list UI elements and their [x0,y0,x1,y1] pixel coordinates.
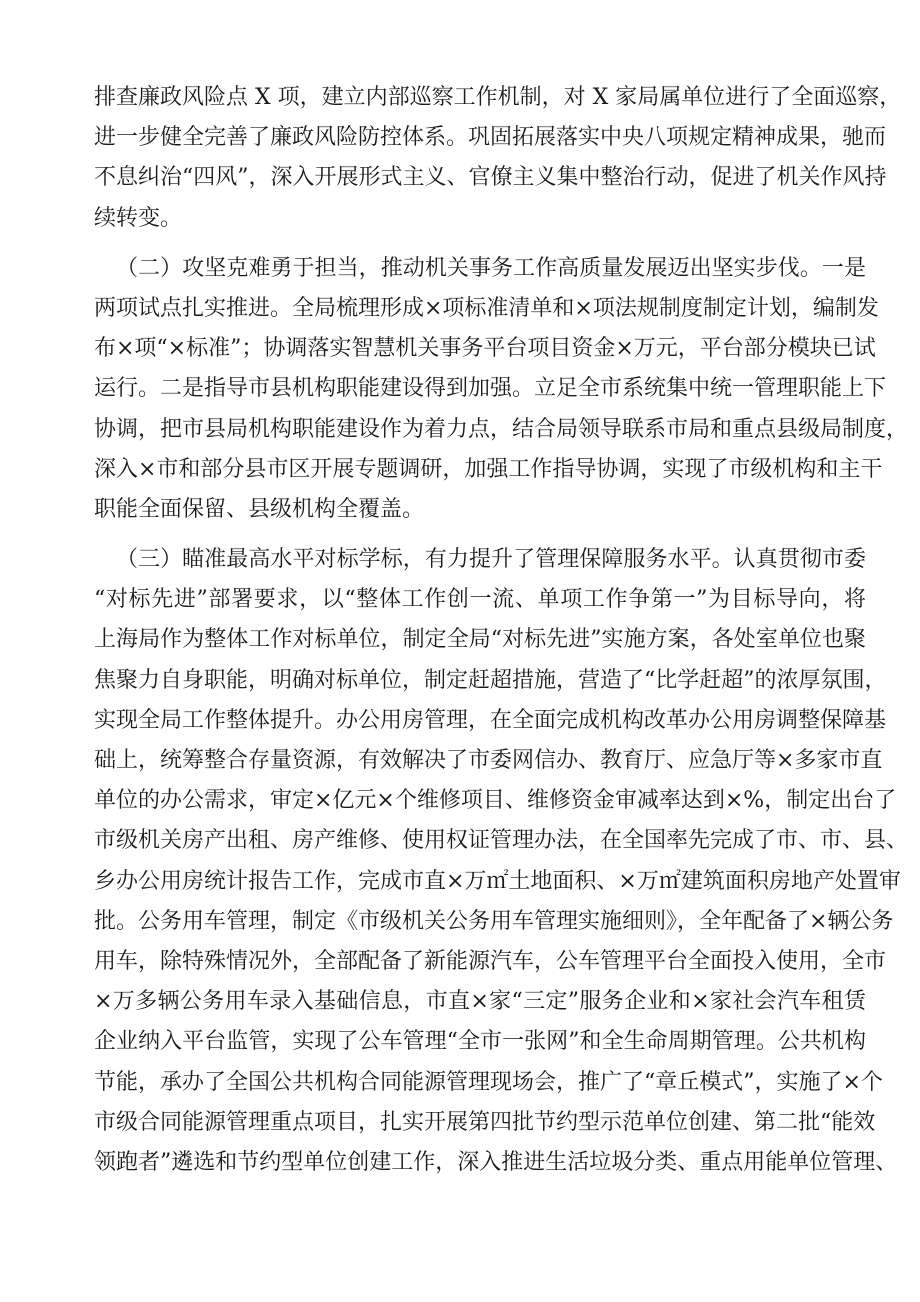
text-line-indented: （二）攻坚克难勇于担当，推动机关事务工作高质量发展迈出坚实步伐。一是 [116,255,866,281]
text-line: 续转变。 [94,205,183,231]
text-line: 节能，承办了全国公共机构合同能源管理现场会，推广了“章丘模式”，实施了×个 [94,1069,883,1095]
text-line-indented: （三）瞄准最高水平对标学标，有力提升了管理保障服务水平。认真贯彻市委 [116,547,866,573]
paragraph-continued [94,78,902,239]
text-line: 上海局作为整体工作对标单位，制定全局“对标先进”实施方案，各处室单位也聚 [94,627,866,653]
text-line: 协调，把市县局机构职能建设作为着力点，结合局领导联系市局和重点县级局制度， [94,416,909,442]
text-line: 布×项“×标准”；协调落实智慧机关事务平台项目资金×万元，平台部分模块已试 [94,336,876,362]
text-line: 职能全面保留、县级机构全覆盖。 [94,496,425,522]
text-line: 企业纳入平台监管，实现了公车管理“全市一张网”和全生命周期管理。公共机构 [94,1029,866,1055]
paragraph-gap [94,239,866,249]
text-line: 不息纠治“四风”，深入开展形式主义、官僚主义集中整治行动，促进了机关作风持 [94,165,887,191]
text-line: 实现全局工作整体提升。办公用房管理，在全面完成机构改革办公用房调整保障基 [94,707,887,733]
text-line: 批。公务用车管理，制定《市级机关公务用车管理实施细则》，全年配备了×辆公务 [94,908,894,934]
text-line: ×万多辆公务用车录入基础信息，市直×家“三定”服务企业和×家社会汽车租赁 [94,989,866,1015]
document-body [94,78,909,1183]
paragraph-2 [94,249,909,530]
text-line: 两项试点扎实推进。全局梳理形成×项标准清单和×项法规制度制定计划，编制发 [94,295,879,321]
text-line: 乡办公用房统计报告工作，完成市直×万㎡土地面积、×万㎡建筑面积房地产处置审 [94,868,901,894]
text-line: 排查廉政风险点 X 项，建立内部巡察工作机制，对 X 家局属单位进行了全面巡察， [94,85,902,110]
text-line: 焦聚力自身职能，明确对标单位，制定赶超措施，营造了“比学赶超”的浓厚氛围， [94,667,887,693]
text-line: 进一步健全完善了廉政风险防控体系。巩固拓展落实中央八项规定精神成果，驰而 [94,125,887,151]
text-line: “对标先进”部署要求，以“整体工作创一流、单项工作争第一”为目标导向，将 [94,587,866,613]
text-line: 领跑者”遴选和节约型单位创建工作，深入推进生活垃圾分类、重点用能单位管理、 [94,1149,898,1175]
paragraph-gap [94,530,866,540]
paragraph-3 [94,540,909,1183]
text-line: 深入×市和部分县市区开展专题调研，加强工作指导协调，实现了市级机构和主干 [94,456,883,482]
text-line: 用车，除特殊情况外，全部配备了新能源汽车，公车管理平台全面投入使用，全市 [94,948,887,974]
text-line: 运行。二是指导市县机构职能建设得到加强。立足全市系统集中统一管理职能上下 [94,376,887,402]
text-line: 市级机关房产出租、房产维修、使用权证管理办法，在全国率先完成了市、市、县、 [94,828,909,854]
text-line: 市级合同能源管理重点项目，扎实开展第四批节约型示范单位创建、第二批“能效 [94,1109,876,1135]
text-line: 础上，统筹整合存量资源，有效解决了市委网信办、教育厅、应急厅等×多家市直 [94,748,883,773]
text-line: 单位的办公需求，审定×亿元×个维修项目、维修资金审减率达到×%，制定出台了 [94,788,897,814]
